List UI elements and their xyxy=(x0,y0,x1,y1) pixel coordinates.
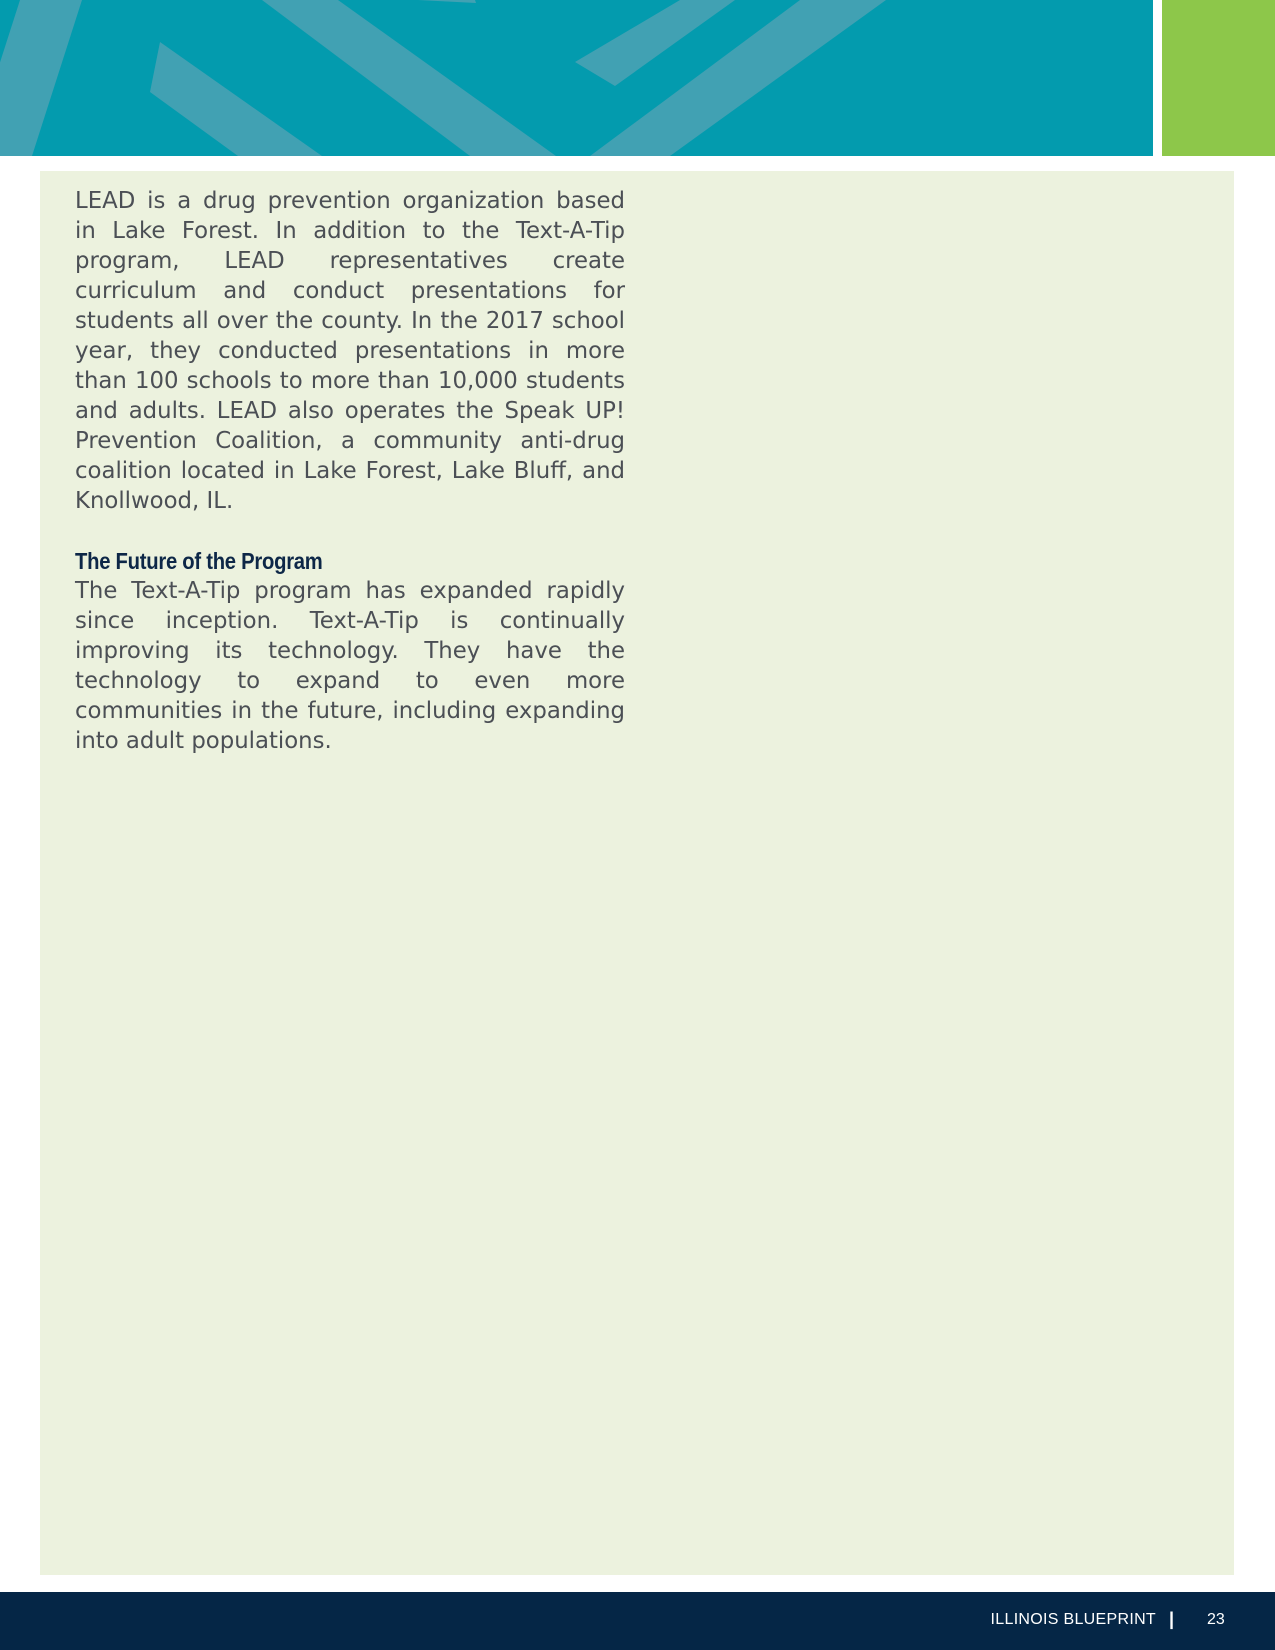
publication-title: ILLINOIS BLUEPRINT xyxy=(990,1611,1156,1628)
header-pattern-stripe xyxy=(262,0,556,156)
header-pattern-stripe xyxy=(418,0,476,3)
article-column xyxy=(75,186,625,756)
page-footer xyxy=(0,1592,1275,1650)
section-heading: The Future of the Program xyxy=(75,548,323,574)
header-pattern-graphic xyxy=(0,0,1153,156)
intro-paragraph: LEAD is a drug prevention organization based in Lake Forest. In addition to the Text-A-Tip program, LEAD representatives create curriculum and conduct presentations for students all over the county. In the 2017 school year, they conducted presentations in more than 100 schools to more than 10,000 students and adults. LEAD also operates the Speak UP! Prevention Coalition, a community anti-drug coalition located in Lake Forest, Lake Bluff, and Knollwood, IL. xyxy=(75,188,625,514)
footer-separator: | xyxy=(1169,1609,1175,1629)
section-paragraph: The Text-A-Tip program has expanded rapidly since inception. Text-A-Tip is continually improving its technology. They have the technology to expand to even more communities in the future, including expanding into adult populations. xyxy=(75,578,625,754)
header-banner xyxy=(0,0,1153,156)
header-pattern-stripe xyxy=(150,42,322,156)
page-number: 23 xyxy=(1207,1611,1225,1628)
header-pattern-stripe xyxy=(590,0,886,156)
header-pattern-stripe xyxy=(0,0,82,156)
header-accent-block xyxy=(1162,0,1275,156)
